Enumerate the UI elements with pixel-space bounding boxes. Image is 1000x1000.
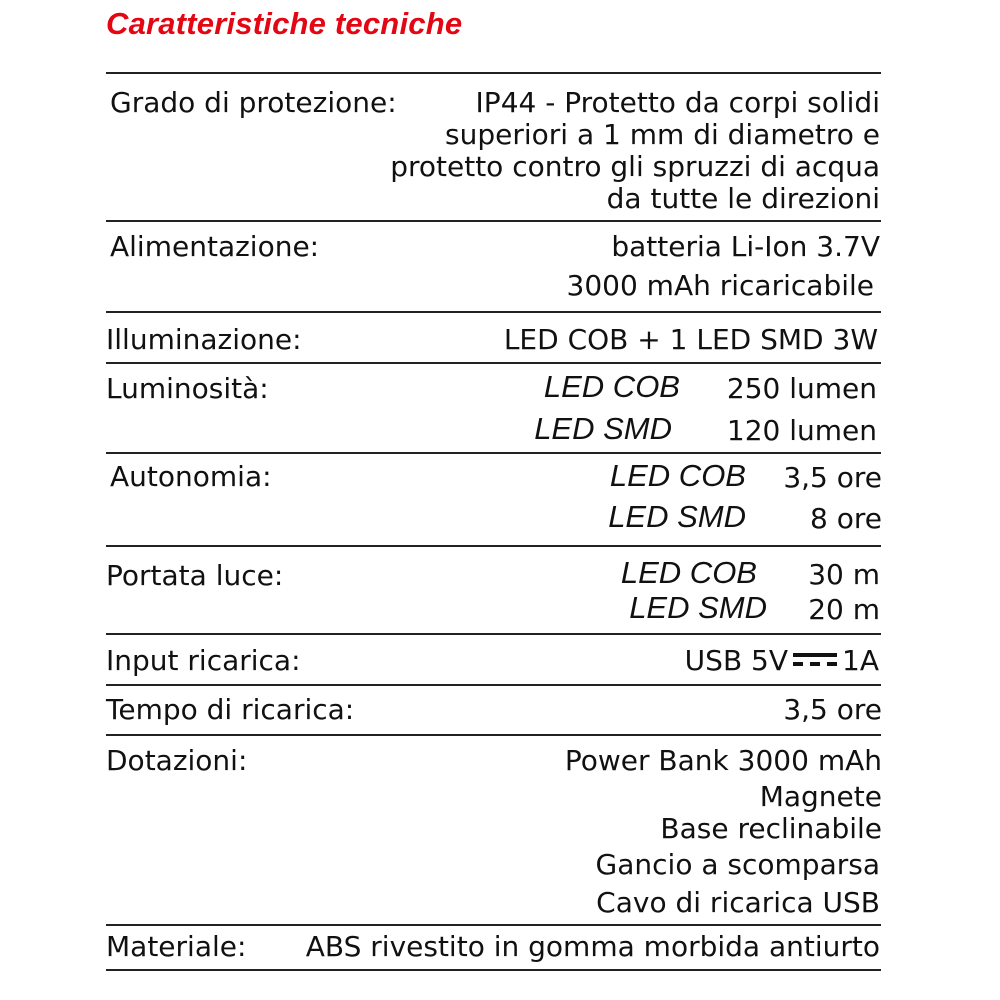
illuminazione-value: LED COB + 1 LED SMD 3W: [503, 323, 878, 356]
divider: [106, 545, 881, 547]
tempo-value: 3,5 ore: [783, 693, 882, 726]
divider: [106, 684, 881, 686]
protezione-line-4: da tutte le direzioni: [606, 182, 880, 215]
alimentazione-line-2: 3000 mAh ricaricabile: [566, 269, 874, 302]
input-value: [685, 644, 879, 678]
portata-cob-name: LED COB: [620, 555, 757, 590]
divider: [106, 362, 881, 364]
autonomia-smd-value: 8 ore: [810, 502, 882, 535]
dotazioni-line-5: Cavo di ricarica USB: [596, 886, 880, 919]
divider: [106, 72, 881, 74]
label-protezione: Grado di protezione:: [110, 86, 397, 119]
label-portata: Portata luce:: [106, 559, 284, 592]
label-dotazioni: Dotazioni:: [106, 744, 248, 777]
dotazioni-line-1: Power Bank 3000 mAh: [564, 744, 882, 777]
label-autonomia: Autonomia:: [110, 460, 272, 493]
luminosita-smd-value: 120 lumen: [726, 414, 877, 447]
alimentazione-line-1: batteria Li-Ion 3.7V: [611, 230, 880, 263]
direct-current-symbol-icon: [793, 653, 837, 667]
divider: [106, 969, 881, 971]
input-value-suffix: 1A: [842, 644, 879, 677]
portata-smd-value: 20 m: [808, 593, 880, 626]
dotazioni-line-2: Magnete: [759, 780, 882, 813]
autonomia-cob-name: LED COB: [609, 458, 746, 493]
materiale-value: ABS rivestito in gomma morbida antiurto: [305, 930, 880, 963]
luminosita-cob-value: 250 lumen: [726, 372, 877, 405]
autonomia-cob-value: 3,5 ore: [783, 461, 882, 494]
autonomia-smd-name: LED SMD: [608, 499, 746, 534]
divider: [106, 311, 881, 313]
label-alimentazione: Alimentazione:: [110, 230, 320, 263]
protezione-line-2: superiori a 1 mm di diametro e: [445, 118, 880, 151]
label-materiale: Materiale:: [106, 930, 247, 963]
page-title: Caratteristiche tecniche: [106, 6, 463, 41]
divider: [106, 633, 881, 635]
divider: [106, 220, 881, 222]
label-tempo: Tempo di ricarica:: [106, 693, 355, 726]
divider: [106, 452, 881, 454]
label-input: Input ricarica:: [106, 644, 301, 677]
dotazioni-line-3: Base reclinabile: [660, 812, 882, 845]
label-luminosita: Luminosità:: [106, 372, 269, 405]
label-illuminazione: Illuminazione:: [106, 323, 302, 356]
divider: [106, 924, 881, 926]
luminosita-smd-name: LED SMD: [534, 411, 672, 446]
protezione-line-3: protetto contro gli spruzzi di acqua: [390, 150, 880, 183]
protezione-line-1: IP44 - Protetto da corpi solidi: [475, 86, 880, 119]
dotazioni-line-4: Gancio a scomparsa: [595, 848, 880, 881]
divider: [106, 734, 881, 736]
input-value-prefix: USB 5V: [684, 644, 789, 677]
luminosita-cob-name: LED COB: [543, 369, 680, 404]
portata-smd-name: LED SMD: [629, 590, 767, 625]
portata-cob-value: 30 m: [808, 558, 880, 591]
